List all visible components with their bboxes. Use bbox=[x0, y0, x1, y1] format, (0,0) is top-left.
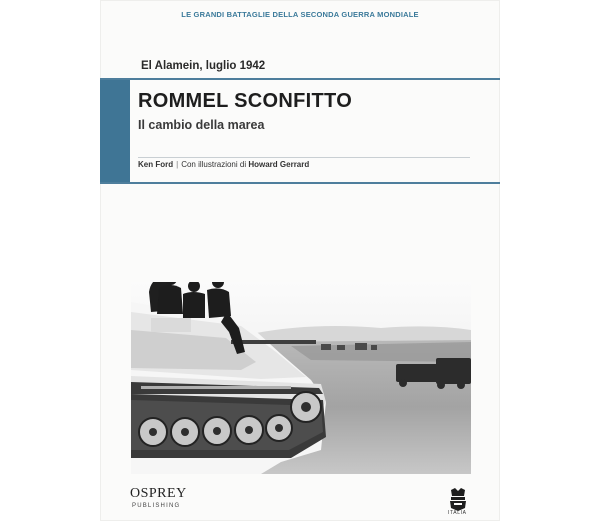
book-subtitle: Il cambio della marea bbox=[138, 118, 265, 132]
title-side-bar bbox=[100, 80, 130, 184]
rba-logo-subtitle: ITALIA bbox=[448, 510, 467, 516]
illustrations-prefix: Con illustrazioni di bbox=[181, 160, 247, 169]
illustrator-name: Howard Gerrard bbox=[248, 160, 310, 169]
rba-logo-icon bbox=[447, 486, 469, 512]
author-divider bbox=[138, 157, 470, 158]
osprey-logo: OSPREY bbox=[130, 486, 187, 501]
title-band-top-rule bbox=[100, 78, 500, 80]
title-band-bottom-rule bbox=[100, 182, 500, 184]
credits-separator: | bbox=[176, 160, 179, 169]
author-name: Ken Ford bbox=[138, 160, 174, 169]
credits bbox=[138, 160, 309, 169]
osprey-logo-subtitle: PUBLISHING bbox=[132, 503, 181, 509]
series-title: LE GRANDI BATTAGLIE DELLA SECONDA GUERRA MONDIALE bbox=[181, 10, 419, 19]
cover-photo bbox=[131, 282, 471, 474]
battle-subtitle: El Alamein, luglio 1942 bbox=[141, 60, 266, 72]
book-title: ROMMEL SCONFITTO bbox=[138, 90, 353, 112]
